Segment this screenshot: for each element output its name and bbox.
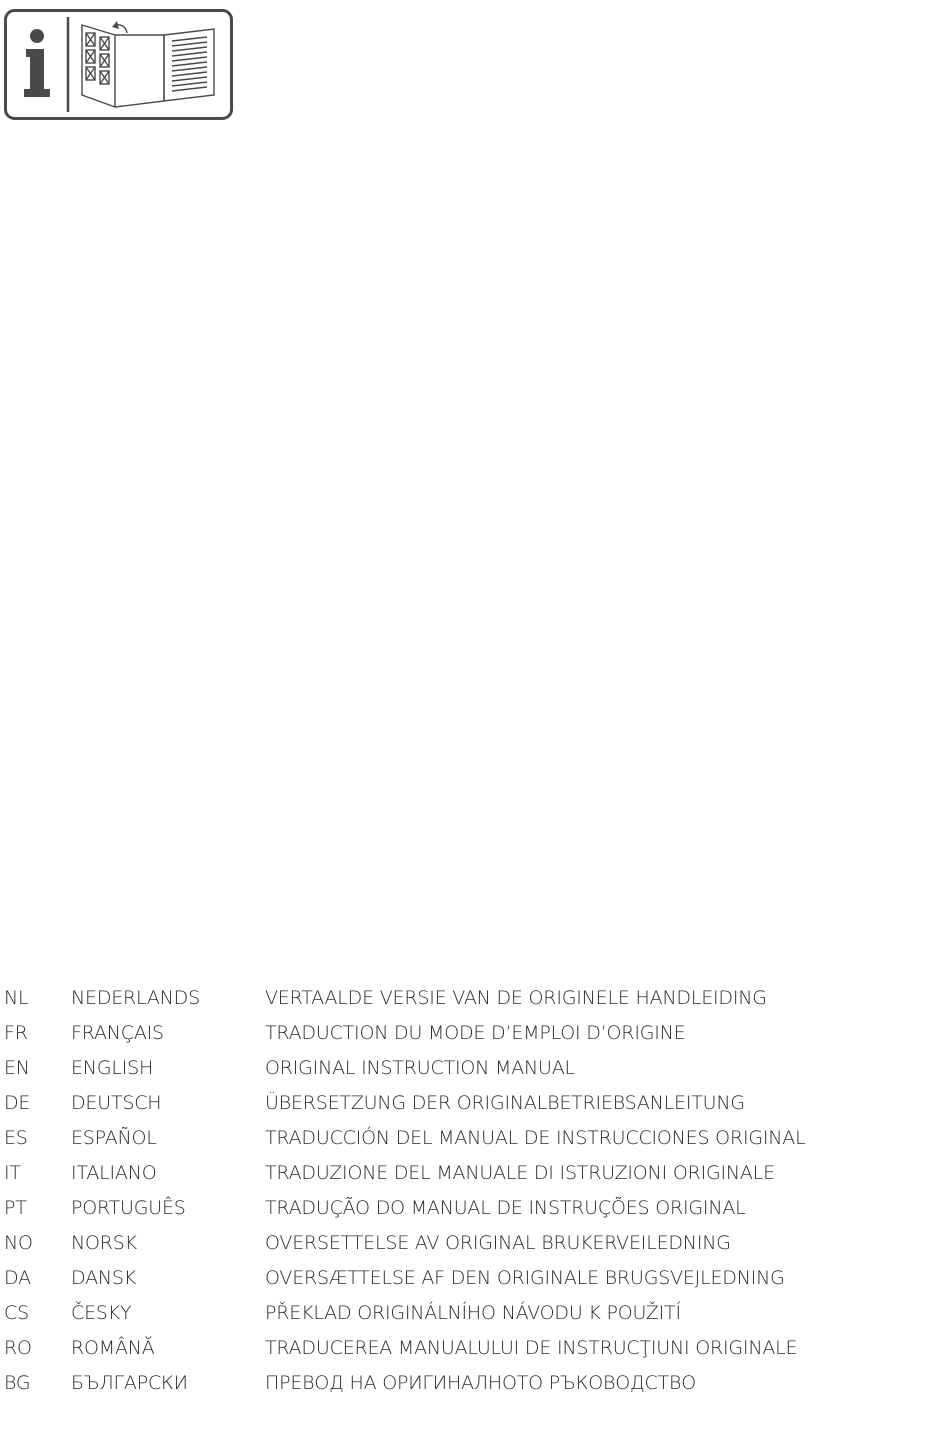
manual-title: ПРЕВОД НА ОРИГИНАЛНОТО РЪКОВОДСТВО xyxy=(265,1372,697,1394)
language-code: DA xyxy=(4,1267,31,1289)
language-row-bg xyxy=(4,1366,944,1401)
language-row-en xyxy=(4,1051,944,1086)
manual-title: TRADUZIONE DEL MANUALE DI ISTRUZIONI ORIGINALE xyxy=(265,1162,775,1184)
language-name: NEDERLANDS xyxy=(71,987,200,1009)
manual-title: TRADUCCIÓN DEL MANUAL DE INSTRUCCIONES ORIGINAL xyxy=(265,1127,806,1149)
language-row-da xyxy=(4,1261,944,1296)
language-row-de xyxy=(4,1086,944,1121)
language-name: FRANÇAIS xyxy=(71,1022,164,1044)
language-row-pt xyxy=(4,1191,944,1226)
manual-title: ÜBERSETZUNG DER ORIGINALBETRIEBSANLEITUNG xyxy=(265,1092,745,1114)
language-code: BG xyxy=(4,1372,31,1394)
manual-title: OVERSÆTTELSE AF DEN ORIGINALE BRUGSVEJLEDNING xyxy=(265,1267,785,1289)
language-name: DANSK xyxy=(71,1267,137,1289)
language-code: PT xyxy=(4,1197,27,1219)
manual-title: TRADUCEREA MANUALULUI DE INSTRUCŢIUNI ORIGINALE xyxy=(265,1337,798,1359)
language-name: DEUTSCH xyxy=(71,1092,162,1114)
language-row-ro xyxy=(4,1331,944,1366)
language-name: ITALIANO xyxy=(71,1162,157,1184)
language-list xyxy=(4,981,944,1401)
language-row-es xyxy=(4,1121,944,1156)
manual-title: PŘEKLAD ORIGINÁLNÍHO NÁVODU K POUŽITÍ xyxy=(265,1302,681,1324)
manual-title: ORIGINAL INSTRUCTION MANUAL xyxy=(265,1057,575,1079)
language-name: ENGLISH xyxy=(71,1057,154,1079)
language-row-nl xyxy=(4,981,944,1016)
info-icon xyxy=(24,29,50,97)
language-name: NORSK xyxy=(71,1232,137,1254)
language-row-no xyxy=(4,1226,944,1261)
language-code: NL xyxy=(4,987,29,1009)
language-code: CS xyxy=(4,1302,29,1324)
manual-title: VERTAALDE VERSIE VAN DE ORIGINELE HANDLEIDING xyxy=(265,987,767,1009)
language-code: EN xyxy=(4,1057,30,1079)
language-code: ES xyxy=(4,1127,28,1149)
language-code: IT xyxy=(4,1162,21,1184)
language-name: ESPAÑOL xyxy=(71,1127,157,1149)
language-name: ROMÂNĂ xyxy=(71,1337,155,1359)
language-row-fr xyxy=(4,1016,944,1051)
language-name: PORTUGUÊS xyxy=(71,1197,186,1219)
language-name: БЪЛГАРСКИ xyxy=(71,1372,188,1394)
language-code: FR xyxy=(4,1022,28,1044)
read-manual-badge xyxy=(4,9,233,120)
manual-title: TRADUCTION DU MODE D’EMPLOI D’ORIGINE xyxy=(265,1022,686,1044)
language-code: DE xyxy=(4,1092,31,1114)
open-manual-icon xyxy=(82,21,214,107)
language-code: NO xyxy=(4,1232,33,1254)
language-row-it xyxy=(4,1156,944,1191)
language-row-cs xyxy=(4,1296,944,1331)
manual-title: TRADUÇÃO DO MANUAL DE INSTRUÇÕES ORIGINAL xyxy=(265,1197,746,1219)
manual-title: OVERSETTELSE AV ORIGINAL BRUKERVEILEDNING xyxy=(265,1232,731,1254)
language-code: RO xyxy=(4,1337,32,1359)
language-name: ČESKY xyxy=(71,1302,132,1324)
